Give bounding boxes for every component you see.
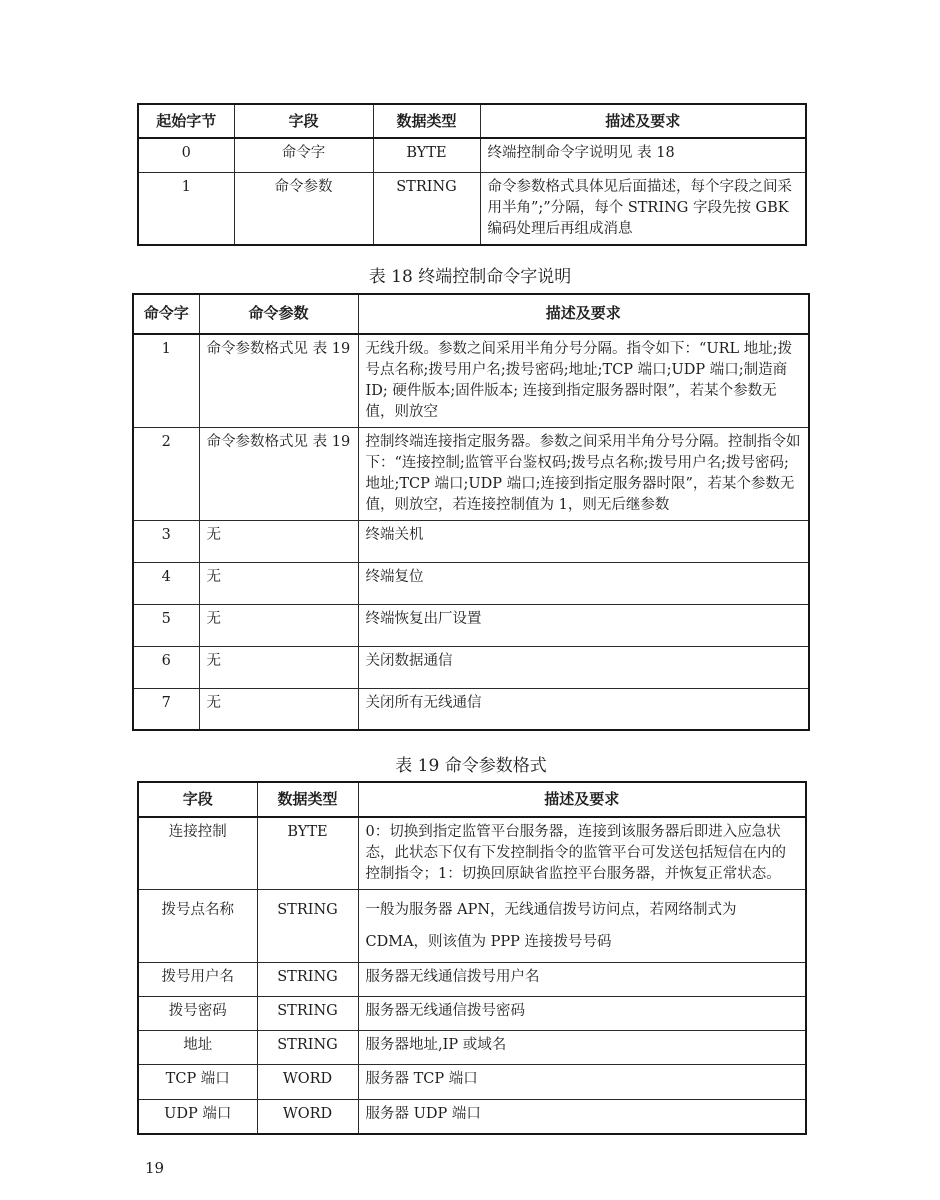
table-row [138, 963, 806, 997]
terminal-control-command-table [132, 293, 810, 732]
t18-header-command: 命令字 [133, 294, 199, 334]
table-row [138, 172, 806, 245]
description-cell: 服务器无线通信拨号密码 [358, 997, 806, 1031]
datatype-cell: BYTE [257, 817, 358, 890]
description-cell: 服务器 TCP 端口 [358, 1065, 806, 1100]
description-cell: 关闭数据通信 [358, 646, 809, 688]
table-header-row [138, 104, 806, 138]
t19-header-datatype: 数据类型 [257, 782, 358, 817]
datatype-cell: STRING [257, 1031, 358, 1065]
param-cell: 无 [199, 688, 358, 730]
field-cell: TCP 端口 [138, 1065, 257, 1100]
table-row [133, 604, 809, 646]
field-cell: UDP 端口 [138, 1100, 257, 1134]
command-cell: 3 [133, 520, 199, 562]
t1-header-start-byte: 起始字节 [138, 104, 234, 138]
command-cell: 2 [133, 427, 199, 520]
field-cell: 拨号密码 [138, 997, 257, 1031]
table-row [133, 562, 809, 604]
param-cell: 无 [199, 604, 358, 646]
t1-header-description: 描述及要求 [480, 104, 806, 138]
field-cell: 连接控制 [138, 817, 257, 890]
page-number: 19 [145, 1158, 165, 1177]
param-cell: 无 [199, 562, 358, 604]
table-row [133, 427, 809, 520]
description-cell: 终端复位 [358, 562, 809, 604]
datatype-cell: STRING [257, 890, 358, 963]
field-cell: 命令字 [234, 138, 373, 172]
command-param-format-table [137, 781, 807, 1135]
table19-caption: 表 19 命令参数格式 [395, 756, 547, 776]
param-cell: 命令参数格式见 表 19 [199, 427, 358, 520]
datatype-cell: STRING [257, 963, 358, 997]
table-row [133, 334, 809, 428]
t18-header-description: 描述及要求 [358, 294, 809, 334]
description-cell: 终端恢复出厂设置 [358, 604, 809, 646]
description-cell: 终端关机 [358, 520, 809, 562]
command-cell: 4 [133, 562, 199, 604]
t19-header-description: 描述及要求 [358, 782, 806, 817]
description-cell: 一般为服务器 APN，无线通信拨号访问点，若网络制式为 CDMA，则该值为 PPP 连接拨号号码 [358, 890, 806, 963]
t18-header-param: 命令参数 [199, 294, 358, 334]
start-byte-cell: 1 [138, 172, 234, 245]
param-cell: 无 [199, 520, 358, 562]
command-cell: 1 [133, 334, 199, 428]
command-cell: 7 [133, 688, 199, 730]
datatype-cell: WORD [257, 1100, 358, 1134]
table-header-row [138, 782, 806, 817]
command-body-table [137, 103, 807, 246]
command-cell: 6 [133, 646, 199, 688]
t19-header-field: 字段 [138, 782, 257, 817]
table-row [138, 138, 806, 172]
datatype-cell: STRING [373, 172, 480, 245]
table-header-row [133, 294, 809, 334]
command-cell: 5 [133, 604, 199, 646]
field-cell: 拨号用户名 [138, 963, 257, 997]
description-cell: 命令参数格式具体见后面描述，每个字段之间采用半角”;”分隔，每个 STRING 字段先按 GBK 编码处理后再组成消息 [480, 172, 806, 245]
table-row [133, 646, 809, 688]
table-row [138, 1100, 806, 1134]
table-row [133, 520, 809, 562]
t1-header-field: 字段 [234, 104, 373, 138]
field-cell: 地址 [138, 1031, 257, 1065]
description-cell: 无线升级。参数之间采用半角分号分隔。指令如下：“URL 地址;拨号点名称;拨号用户名;拨号密码;地址;TCP 端口;UDP 端口;制造商 ID; 硬件版本;固件版本; 连接到指定服务器时限”，若某个参数无值，则放空 [358, 334, 809, 428]
table-row [138, 1031, 806, 1065]
table-row [138, 890, 806, 963]
param-cell: 命令参数格式见 表 19 [199, 334, 358, 428]
description-cell: 终端控制命令字说明见 表 18 [480, 138, 806, 172]
field-cell: 拨号点名称 [138, 890, 257, 963]
datatype-cell: BYTE [373, 138, 480, 172]
field-cell: 命令参数 [234, 172, 373, 245]
table-row [138, 817, 806, 890]
param-cell: 无 [199, 646, 358, 688]
table-row [133, 688, 809, 730]
description-cell: 0：切换到指定监管平台服务器，连接到该服务器后即进入应急状态，此状态下仅有下发控制指令的监管平台可发送包括短信在内的控制指令；1：切换回原缺省监控平台服务器，并恢复正常状态。 [358, 817, 806, 890]
description-cell: 服务器 UDP 端口 [358, 1100, 806, 1134]
description-cell: 关闭所有无线通信 [358, 688, 809, 730]
description-cell: 服务器地址,IP 或域名 [358, 1031, 806, 1065]
t1-header-datatype: 数据类型 [373, 104, 480, 138]
table-row [138, 1065, 806, 1100]
datatype-cell: STRING [257, 997, 358, 1031]
start-byte-cell: 0 [138, 138, 234, 172]
table18-caption: 表 18 终端控制命令字说明 [368, 266, 572, 287]
description-cell: 服务器无线通信拨号用户名 [358, 963, 806, 997]
datatype-cell: WORD [257, 1065, 358, 1100]
table-row [138, 997, 806, 1031]
description-cell: 控制终端连接指定服务器。参数之间采用半角分号分隔。控制指令如下：“连接控制;监管平台鉴权码;拨号点名称;拨号用户名;拨号密码;地址;TCP 端口;UDP 端口;连接到指定服务器时限”，若某个参数无值，则放空，若连接控制值为 1，则无后继参数 [358, 427, 809, 520]
